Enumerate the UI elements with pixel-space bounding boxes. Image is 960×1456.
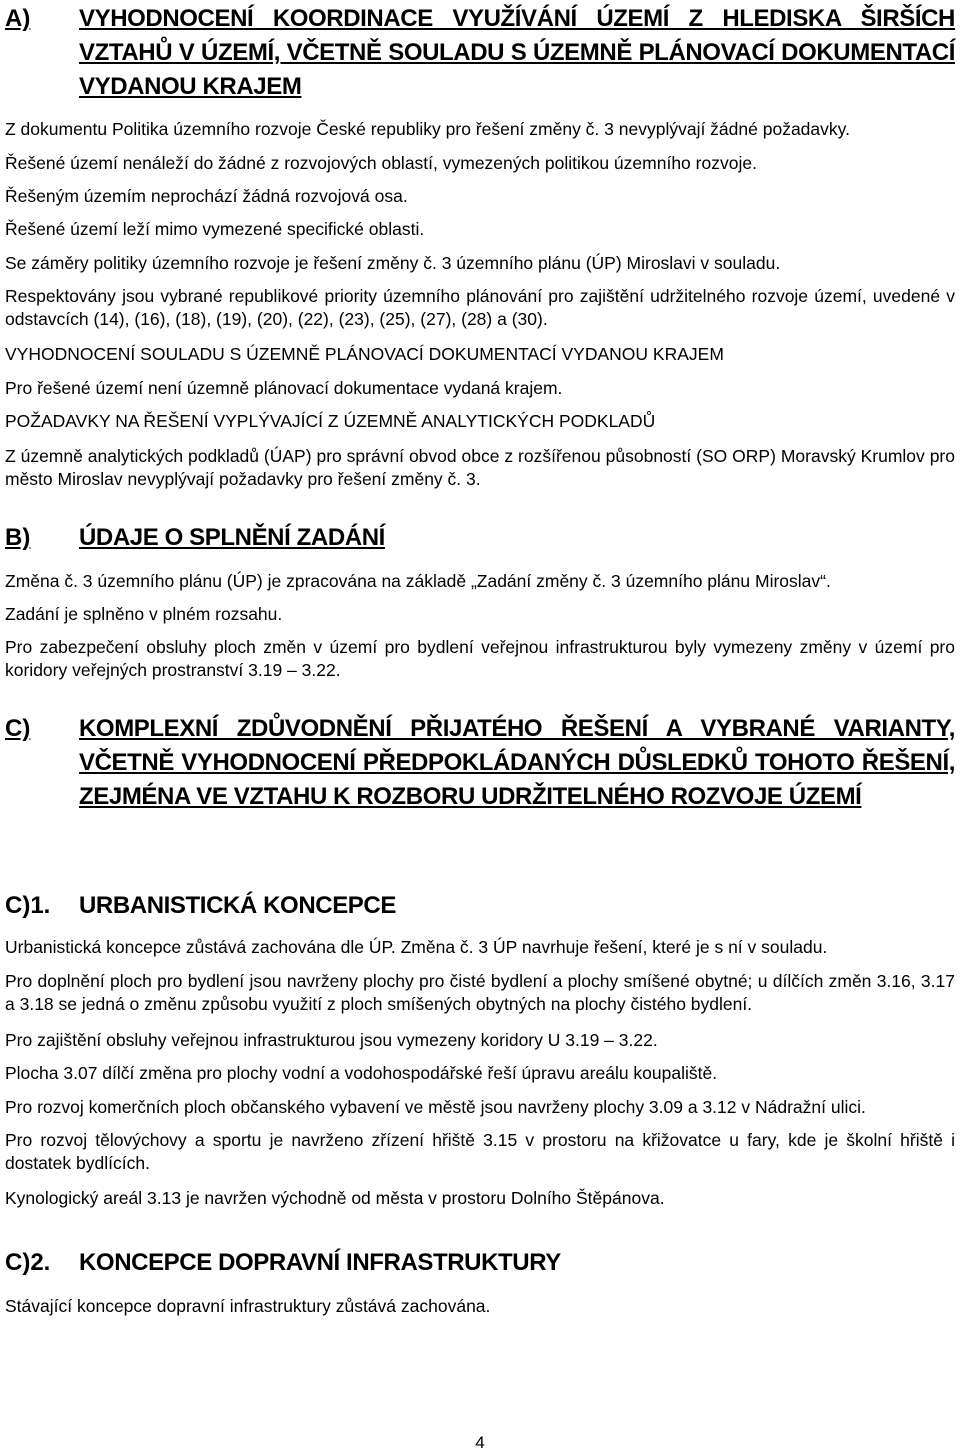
paragraph-c1-3: Plocha 3.07 dílčí změna pro plochy vodní a vodohospodářské řeší úpravu areálu koupaliště. xyxy=(5,1063,718,1083)
section-c-title: KOMPLEXNÍ ZDŮVODNĚNÍ PŘIJATÉHO ŘEŠENÍ A VYBRANÉ VARIANTY, VČETNĚ VYHODNOCENÍ PŘEDPOKLÁDANÝCH DŮSLEDKŮ TOHOTO ŘEŠENÍ, ZEJMÉNA VE VZTAHU K ROZBORU UDRŽITELNÉHO ROZVOJE ÚZEMÍ xyxy=(79,715,955,810)
section-a-number: A) xyxy=(5,5,31,32)
section-b-number: B) xyxy=(5,524,31,551)
paragraph-c1-6: Kynologický areál 3.13 je navržen východně od města v prostoru Dolního Štěpánova. xyxy=(5,1188,665,1208)
section-b-heading xyxy=(5,521,955,555)
paragraph-c1-0: Urbanistická koncepce zůstává zachována dle ÚP. Změna č. 3 ÚP navrhuje řešení, které je s ní v souladu. xyxy=(5,937,828,957)
paragraph-a-0: Z dokumentu Politika územního rozvoje České republiky pro řešení změny č. 3 nevyplývají žádné požadavky. xyxy=(5,119,850,139)
paragraph-a-7: Pro řešené území není územně plánovací dokumentace vydaná krajem. xyxy=(5,378,563,398)
paragraph-c1-1: Pro doplnění ploch pro bydlení jsou navrženy plochy pro čisté bydlení a plochy smíšené obytné; u dílčích změn 3.16, 3.17 a 3.18 se jedná o změnu způsobu využití z ploch smíšených obytných na plochy čistého bydlení. xyxy=(5,971,955,1014)
paragraph-a-1: Řešené území nenáleží do žádné z rozvojových oblastí, vymezených politikou územního rozvoje. xyxy=(5,153,757,173)
paragraph-c1-5: Pro rozvoj tělovýchovy a sportu je navrženo zřízení hřiště 3.15 v prostoru na křižovatce u fary, kde je školní hřiště i dostatek bydlících. xyxy=(5,1130,955,1173)
paragraph-a-3: Řešené území leží mimo vymezené specifické oblasti. xyxy=(5,219,425,239)
section-a-title: VYHODNOCENÍ KOORDINACE VYUŽÍVÁNÍ ÚZEMÍ Z HLEDISKA ŠIRŠÍCH VZTAHŮ V ÚZEMÍ, VČETNĚ SOULADU S ÚZEMNĚ PLÁNOVACÍ DOKUMENTACÍ VYDANOU KRAJEM xyxy=(79,5,955,100)
section-c1-heading xyxy=(5,891,955,921)
paragraph-a-9: Z územně analytických podkladů (ÚAP) pro správní obvod obce z rozšířenou působností (SO ORP) Moravský Krumlov pro město Miroslav nevyplývají požadavky pro řešení změny č. 3. xyxy=(5,446,955,489)
section-c2-title: KONCEPCE DOPRAVNÍ INFRASTRUKTURY xyxy=(79,1249,561,1276)
section-c2-number: C)2. xyxy=(5,1249,51,1276)
section-b-title: ÚDAJE O SPLNĚNÍ ZADÁNÍ xyxy=(79,524,385,551)
paragraph-a-8: POŽADAVKY NA ŘEŠENÍ VYPLÝVAJÍCÍ Z ÚZEMNĚ ANALYTICKÝCH PODKLADŮ xyxy=(5,411,656,431)
paragraph-c2-0: Stávající koncepce dopravní infrastruktury zůstává zachována. xyxy=(5,1296,491,1316)
section-c-number: C) xyxy=(5,715,31,742)
paragraph-b-1: Zadání je splněno v plném rozsahu. xyxy=(5,604,283,624)
section-c1-number: C)1. xyxy=(5,892,51,919)
paragraph-c1-4: Pro rozvoj komerčních ploch občanského vybavení ve městě jsou navrženy plochy 3.09 a 3.12 v Nádražní ulici. xyxy=(5,1097,866,1117)
section-c-heading xyxy=(5,712,955,814)
paragraph-a-5: Respektovány jsou vybrané republikové priority územního plánování pro zajištění udržitelného rozvoje území, uvedené v odstavcích (14), (16), (18), (19), (20), (22), (23), (25), (27), (28) a (30). xyxy=(5,286,955,329)
section-a-heading xyxy=(5,2,955,104)
paragraph-a-2: Řešeným územím neprochází žádná rozvojová osa. xyxy=(5,186,408,206)
section-c1-title: URBANISTICKÁ KONCEPCE xyxy=(79,892,396,919)
section-c2-heading xyxy=(5,1248,955,1278)
paragraph-a-6: VYHODNOCENÍ SOULADU S ÚZEMNĚ PLÁNOVACÍ DOKUMENTACÍ VYDANOU KRAJEM xyxy=(5,344,724,364)
page-number: 4 xyxy=(475,1433,485,1452)
paragraph-a-4: Se záměry politiky územního rozvoje je řešení změny č. 3 územního plánu (ÚP) Miroslavi v souladu. xyxy=(5,253,781,273)
paragraph-b-0: Změna č. 3 územního plánu (ÚP) je zpracována na základě „Zadání změny č. 3 územního plánu Miroslav“. xyxy=(5,571,831,591)
paragraph-c1-2: Pro zajištění obsluhy veřejnou infrastrukturou jsou vymezeny koridory U 3.19 – 3.22. xyxy=(5,1030,658,1050)
paragraph-b-2: Pro zabezpečení obsluhy ploch změn v území pro bydlení veřejnou infrastrukturou byly vymezeny změny v území pro koridory veřejných prostranství 3.19 – 3.22. xyxy=(5,637,955,680)
